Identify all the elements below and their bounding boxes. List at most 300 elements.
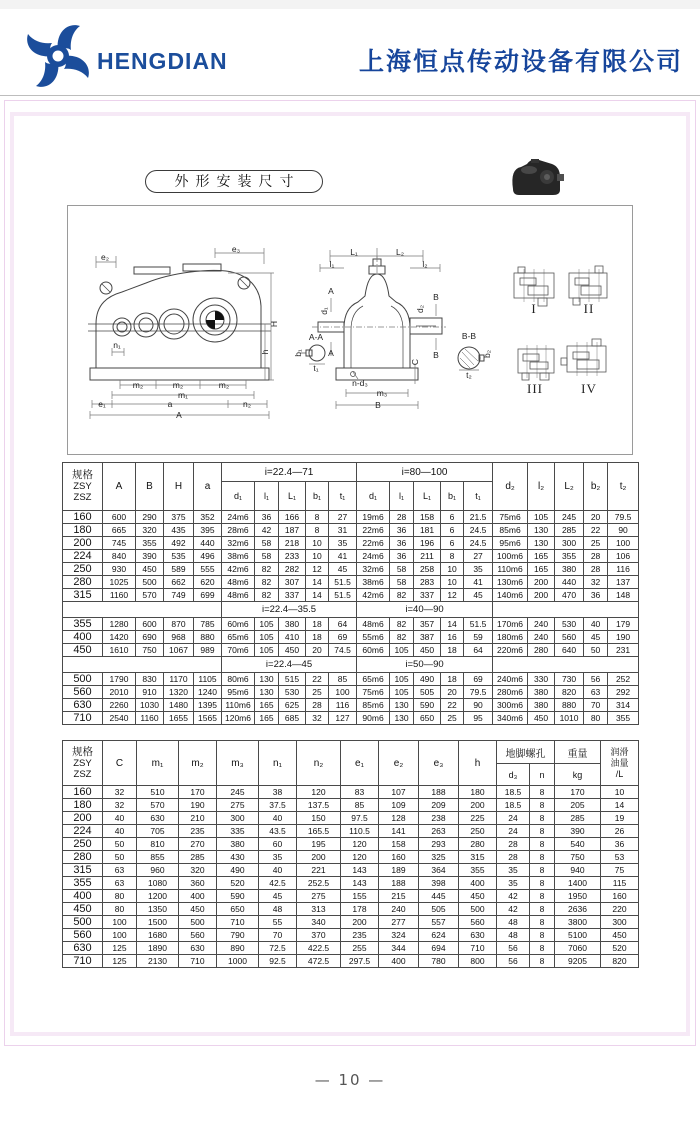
value-cell: 105 [255,631,279,644]
value-cell: 820 [601,955,639,968]
value-cell: 24.5 [464,524,493,537]
column-header: d₁ [222,482,255,511]
value-cell: 665 [103,524,136,537]
value-cell: 285 [179,851,217,864]
value-cell: 2260 [103,699,136,712]
value-cell: 51.5 [329,589,357,602]
value-cell: 1010 [555,712,584,725]
spec-cell: 630 [63,942,103,955]
value-cell: 31 [329,524,357,537]
value-cell: 560 [555,631,584,644]
dimension-label: n-d₃ [352,378,368,388]
spec-cell: 315 [63,864,103,877]
spec-cell: 710 [63,955,103,968]
table-row [63,929,639,942]
value-cell: 51.5 [464,618,493,631]
spec-cell: 180 [63,524,103,537]
value-cell: 180 [459,786,497,799]
value-cell: 90m6 [357,712,390,725]
dimension-label: e₂ [100,252,110,262]
assembly-scheme-label: III [527,381,543,396]
hengdian-logo-icon [26,20,90,92]
value-cell: 97.5 [341,812,379,825]
dimension-label: e₁ [98,399,106,409]
value-cell: 120 [341,838,379,851]
value-cell: 560 [459,916,497,929]
value-cell: 380 [528,699,555,712]
value-cell: 92.5 [259,955,297,968]
value-cell: 48 [497,916,530,929]
table-row [63,618,639,631]
column-header: l₂ [528,463,555,511]
value-cell: 325 [419,851,459,864]
value-cell: 330 [528,673,555,686]
value-cell: 12 [306,563,329,576]
table-row [63,589,639,602]
value-cell: 210 [179,812,217,825]
value-cell: 630 [179,942,217,955]
dimension-label: t₁ [313,363,319,373]
value-cell: 41 [329,550,357,563]
dimension-label: b₂ [482,349,492,359]
value-cell: 58 [390,563,414,576]
column-header: L₁ [414,482,441,511]
spec-cell: 500 [63,673,103,686]
value-cell: 50 [103,851,137,864]
value-cell: 245 [555,511,584,524]
value-cell: 2010 [103,686,136,699]
value-cell: 32 [584,576,608,589]
value-cell: 130 [528,524,555,537]
value-cell: 50 [103,838,137,851]
value-cell: 1240 [194,686,222,699]
value-cell: 100m6 [493,550,528,563]
value-cell: 56 [584,673,608,686]
dimension-label: a [167,399,173,409]
value-cell: 72.5 [259,942,297,955]
value-cell: 45 [584,631,608,644]
value-cell: 910 [136,686,164,699]
value-cell: 500 [459,903,497,916]
dimension-label: h [260,349,270,355]
value-cell: 450 [179,903,217,916]
value-cell: 25 [441,712,464,725]
value-cell: 190 [608,631,639,644]
value-cell: 180m6 [493,631,528,644]
value-cell: 205 [555,799,601,812]
value-cell: 1000 [217,955,259,968]
value-cell: 140m6 [493,589,528,602]
ratio-subheader [493,602,639,618]
ratio-group-header: i=80—100 [357,463,493,482]
value-cell: 137 [608,576,639,589]
value-cell: 69 [464,673,493,686]
column-header: B [136,463,164,511]
value-cell: 270 [179,838,217,851]
dimension-label: l₂ [422,259,428,269]
value-cell: 18.5 [497,799,530,812]
value-cell: 8 [530,942,555,955]
value-cell: 42 [497,890,530,903]
value-cell: 105 [390,673,414,686]
value-cell: 960 [137,864,179,877]
value-cell: 120 [297,786,341,799]
value-cell: 10 [306,550,329,563]
value-cell: 80m6 [222,673,255,686]
value-cell: 277 [379,916,419,929]
value-cell: 20 [441,686,464,699]
value-cell: 105 [255,644,279,657]
value-cell: 2636 [555,903,601,916]
value-cell: 8 [530,838,555,851]
value-cell: 235 [341,929,379,942]
value-cell: 530 [555,618,584,631]
value-cell: 400 [459,877,497,890]
value-cell: 340 [297,916,341,929]
value-cell: 196 [414,537,441,550]
value-cell: 32 [103,786,137,799]
value-cell: 220m6 [493,644,528,657]
value-cell: 750 [555,851,601,864]
column-header: H [164,463,194,511]
value-cell: 36 [601,838,639,851]
value-cell: 42 [497,903,530,916]
value-cell: 26 [601,825,639,838]
value-cell: 650 [414,712,441,725]
value-cell: 209 [419,799,459,812]
value-cell: 36 [584,589,608,602]
value-cell: 1105 [194,673,222,686]
value-cell: 190 [179,799,217,812]
value-cell: 38m6 [222,550,255,563]
value-cell: 22 [441,699,464,712]
value-cell: 189 [379,864,419,877]
value-cell: 128 [379,812,419,825]
gearbox-photo [507,155,565,199]
value-cell: 63 [103,864,137,877]
value-cell: 64 [329,618,357,631]
value-cell: 10 [441,576,464,589]
value-cell: 300 [217,812,259,825]
value-cell: 5100 [555,929,601,942]
value-cell: 314 [608,699,639,712]
value-cell: 280 [459,838,497,851]
column-header: L₁ [279,482,306,511]
value-cell: 320 [179,864,217,877]
value-cell: 820 [555,686,584,699]
value-cell: 200 [297,851,341,864]
value-cell: 181 [414,524,441,537]
value-cell: 530 [279,686,306,699]
value-cell: 500 [136,576,164,589]
value-cell: 600 [103,511,136,524]
value-cell: 116 [329,699,357,712]
value-cell: 470 [555,589,584,602]
value-cell: 630 [137,812,179,825]
ratio-group-header: i=22.4—71 [222,463,357,482]
dimension-label: B [433,350,439,360]
table-row [63,851,639,864]
value-cell: 450 [136,563,164,576]
value-cell: 18 [441,673,464,686]
value-cell: 158 [379,838,419,851]
value-cell: 1067 [164,644,194,657]
value-cell: 10 [601,786,639,799]
value-cell: 32m6 [222,537,255,550]
value-cell: 21.5 [464,511,493,524]
column-header: d₂ [493,463,528,511]
value-cell: 130 [390,699,414,712]
dimension-label: A [328,348,334,358]
value-cell: 218 [279,537,306,550]
value-cell: 70m6 [222,644,255,657]
value-cell: 22m6 [357,537,390,550]
value-cell: 165 [528,550,555,563]
value-cell: 150 [297,812,341,825]
value-cell: 355 [555,550,584,563]
value-cell: 75m6 [493,511,528,524]
value-cell: 45 [329,563,357,576]
table-row [63,890,639,903]
value-cell: 8 [530,825,555,838]
value-cell: 8 [530,890,555,903]
value-cell: 710 [179,955,217,968]
ratio-subheader-row [63,602,639,618]
value-cell: 630 [459,929,497,942]
value-cell: 840 [103,550,136,563]
value-cell: 82 [255,576,279,589]
dimension-label: L₁ [350,247,358,257]
table-row [63,916,639,929]
column-header: e₁ [341,741,379,786]
value-cell: 8 [530,877,555,890]
value-cell: 36 [390,537,414,550]
value-cell: 24m6 [357,550,390,563]
assembly-scheme-label: I [531,301,537,316]
table-row [63,511,639,524]
value-cell: 344 [379,942,419,955]
value-cell: 22m6 [357,524,390,537]
value-cell: 19m6 [357,511,390,524]
value-cell: 590 [414,699,441,712]
value-cell: 430 [217,851,259,864]
value-cell: 694 [419,942,459,955]
value-cell: 258 [414,563,441,576]
brand-name: HENGDIAN [97,48,228,74]
value-cell: 275 [217,799,259,812]
dimension-label: H [269,320,279,328]
value-cell: 165 [255,699,279,712]
value-cell: 440 [194,537,222,550]
value-cell: 178 [341,903,379,916]
value-cell: 215 [379,890,419,903]
value-cell: 115 [601,877,639,890]
column-header: n₂ [297,741,341,786]
value-cell: 450 [279,644,306,657]
column-header: l₁ [390,482,414,511]
value-cell: 472.5 [297,955,341,968]
value-cell: 790 [217,929,259,942]
value-cell: 1160 [136,712,164,725]
ratio-subheader [63,602,222,618]
page-top-strip [0,0,700,9]
value-cell: 165 [255,712,279,725]
value-cell: 263 [419,825,459,838]
value-cell: 320 [136,524,164,537]
value-cell: 40 [259,864,297,877]
column-header: A [103,463,136,511]
value-cell: 42m6 [357,589,390,602]
value-cell: 82 [255,563,279,576]
column-header: b₁ [441,482,464,511]
value-cell: 280 [528,644,555,657]
value-cell: 560 [179,929,217,942]
spec-cell: 560 [63,929,103,942]
value-cell: 125 [103,955,137,968]
value-cell: 165 [528,563,555,576]
value-cell: 95m6 [222,686,255,699]
dimension-label: n₂ [242,399,252,409]
value-cell: 450 [528,712,555,725]
dimension-label: t₂ [466,370,472,380]
value-cell: 80 [103,903,137,916]
spec-cell: 400 [63,631,103,644]
value-cell: 42.5 [259,877,297,890]
value-cell: 14 [441,618,464,631]
value-cell: 100 [103,929,137,942]
dimension-label: B-B [461,331,477,341]
value-cell: 364 [419,864,459,877]
value-cell: 42m6 [222,563,255,576]
value-cell: 1025 [103,576,136,589]
value-cell: 231 [608,644,639,657]
value-cell: 45 [464,589,493,602]
value-cell: 170 [179,786,217,799]
dimension-label: d₁ [319,307,329,315]
value-cell: 1790 [103,673,136,686]
value-cell: 520 [601,942,639,955]
value-cell: 590 [217,890,259,903]
spec-cell: 224 [63,550,103,563]
value-cell: 435 [164,524,194,537]
dimension-label: n₁ [113,340,121,350]
value-cell: 690 [136,631,164,644]
value-cell: 48m6 [222,589,255,602]
value-cell: 780 [419,955,459,968]
value-cell: 535 [164,550,194,563]
table-row [63,799,639,812]
value-cell: 2130 [137,955,179,968]
column-header: t₁ [329,482,357,511]
ratio-subheader: i=22.4—45 [222,657,357,673]
value-cell: 283 [414,576,441,589]
column-header: C [103,741,137,786]
value-cell: 160 [601,890,639,903]
value-cell: 357 [414,618,441,631]
value-cell: 870 [164,618,194,631]
value-cell: 1950 [555,890,601,903]
value-cell: 1400 [555,877,601,890]
value-cell: 35 [259,851,297,864]
value-cell: 880 [194,631,222,644]
column-header: l₁ [255,482,279,511]
value-cell: 130 [390,712,414,725]
value-cell: 240m6 [493,673,528,686]
value-cell: 8 [530,864,555,877]
header-divider [0,95,700,96]
page-number: — 10 — [314,1071,386,1089]
value-cell: 400 [379,955,419,968]
value-cell: 490 [217,864,259,877]
value-cell: 540 [555,838,601,851]
value-cell: 58 [255,550,279,563]
ratio-subheader: i=22.4—35.5 [222,602,357,618]
value-cell: 340m6 [493,712,528,725]
value-cell: 745 [103,537,136,550]
value-cell: 625 [279,699,306,712]
value-cell: 1280 [103,618,136,631]
value-cell: 56 [497,942,530,955]
table-row [63,812,639,825]
value-cell: 110m6 [493,563,528,576]
table-row [63,877,639,890]
value-cell: 36 [255,511,279,524]
value-cell: 360 [179,877,217,890]
value-cell: 710 [217,916,259,929]
value-cell: 82 [390,589,414,602]
dimension-label: d₂ [415,304,425,314]
value-cell: 110.5 [341,825,379,838]
column-header: a [194,463,222,511]
value-cell: 245 [217,786,259,799]
value-cell: 1480 [164,699,194,712]
value-cell: 390 [136,550,164,563]
value-cell: 300m6 [493,699,528,712]
value-cell: 200 [459,799,497,812]
dimension-label: B [375,400,381,410]
value-cell: 28 [584,550,608,563]
value-cell: 12 [441,589,464,602]
value-cell: 100 [329,686,357,699]
value-cell: 335 [217,825,259,838]
value-cell: 8 [530,786,555,799]
value-cell: 200 [528,589,555,602]
value-cell: 45 [259,890,297,903]
value-cell: 10 [441,563,464,576]
spec-cell: 200 [63,812,103,825]
value-cell: 450 [414,644,441,657]
spec-cell: 450 [63,903,103,916]
dimension-label: B [433,292,439,302]
value-cell: 63 [103,877,137,890]
value-cell: 7060 [555,942,601,955]
value-cell: 58 [255,537,279,550]
value-cell: 6 [441,537,464,550]
value-cell: 74.5 [329,644,357,657]
value-cell: 90 [464,699,493,712]
column-header: t₁ [464,482,493,511]
value-cell: 51.5 [329,576,357,589]
value-cell: 890 [217,942,259,955]
value-cell: 105 [390,686,414,699]
value-cell: 48 [497,929,530,942]
value-cell: 505 [414,686,441,699]
ratio-subheader [493,657,639,673]
value-cell: 28 [497,838,530,851]
value-cell: 6 [441,511,464,524]
value-cell: 14 [601,799,639,812]
column-header: L₂ [555,463,584,511]
